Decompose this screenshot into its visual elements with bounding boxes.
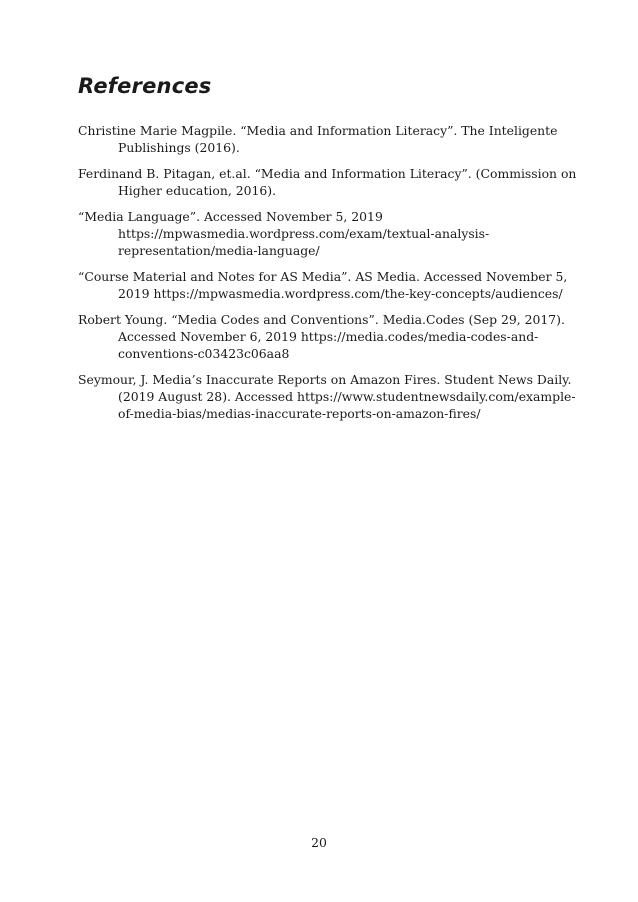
page-title: References — [78, 74, 212, 98]
reference-item: “Media Language”. Accessed November 5, 2019 https://mpwasmedia.wordpress.com/exam/textual-analysis-representation/media-language/ — [78, 209, 490, 258]
reference-list — [78, 122, 578, 431]
reference-item: Robert Young. “Media Codes and Conventions”. Media.Codes (Sep 29, 2017). Accessed November 6, 2019 https://media.codes/media-codes-and-conventions-c03423c06aa8 — [78, 312, 565, 361]
page-number: 20 — [311, 835, 327, 850]
reference-item: Christine Marie Magpile. “Media and Information Literacy”. The Inteligente Publishings (2016). — [78, 123, 558, 155]
reference-item: “Course Material and Notes for AS Media”. AS Media. Accessed November 5, 2019 https://mpwasmedia.wordpress.com/the-key-concepts/audiences/ — [78, 269, 568, 301]
reference-item: Seymour, J. Media’s Inaccurate Reports on Amazon Fires. Student News Daily. (2019 August 28). Accessed https://www.studentnewsdaily.com/example-of-media-bias/medias-inaccurate-reports-on-amazon-fires/ — [78, 372, 576, 421]
reference-item: Ferdinand B. Pitagan, et.al. “Media and Information Literacy”. (Commission on Higher education, 2016). — [78, 166, 577, 198]
